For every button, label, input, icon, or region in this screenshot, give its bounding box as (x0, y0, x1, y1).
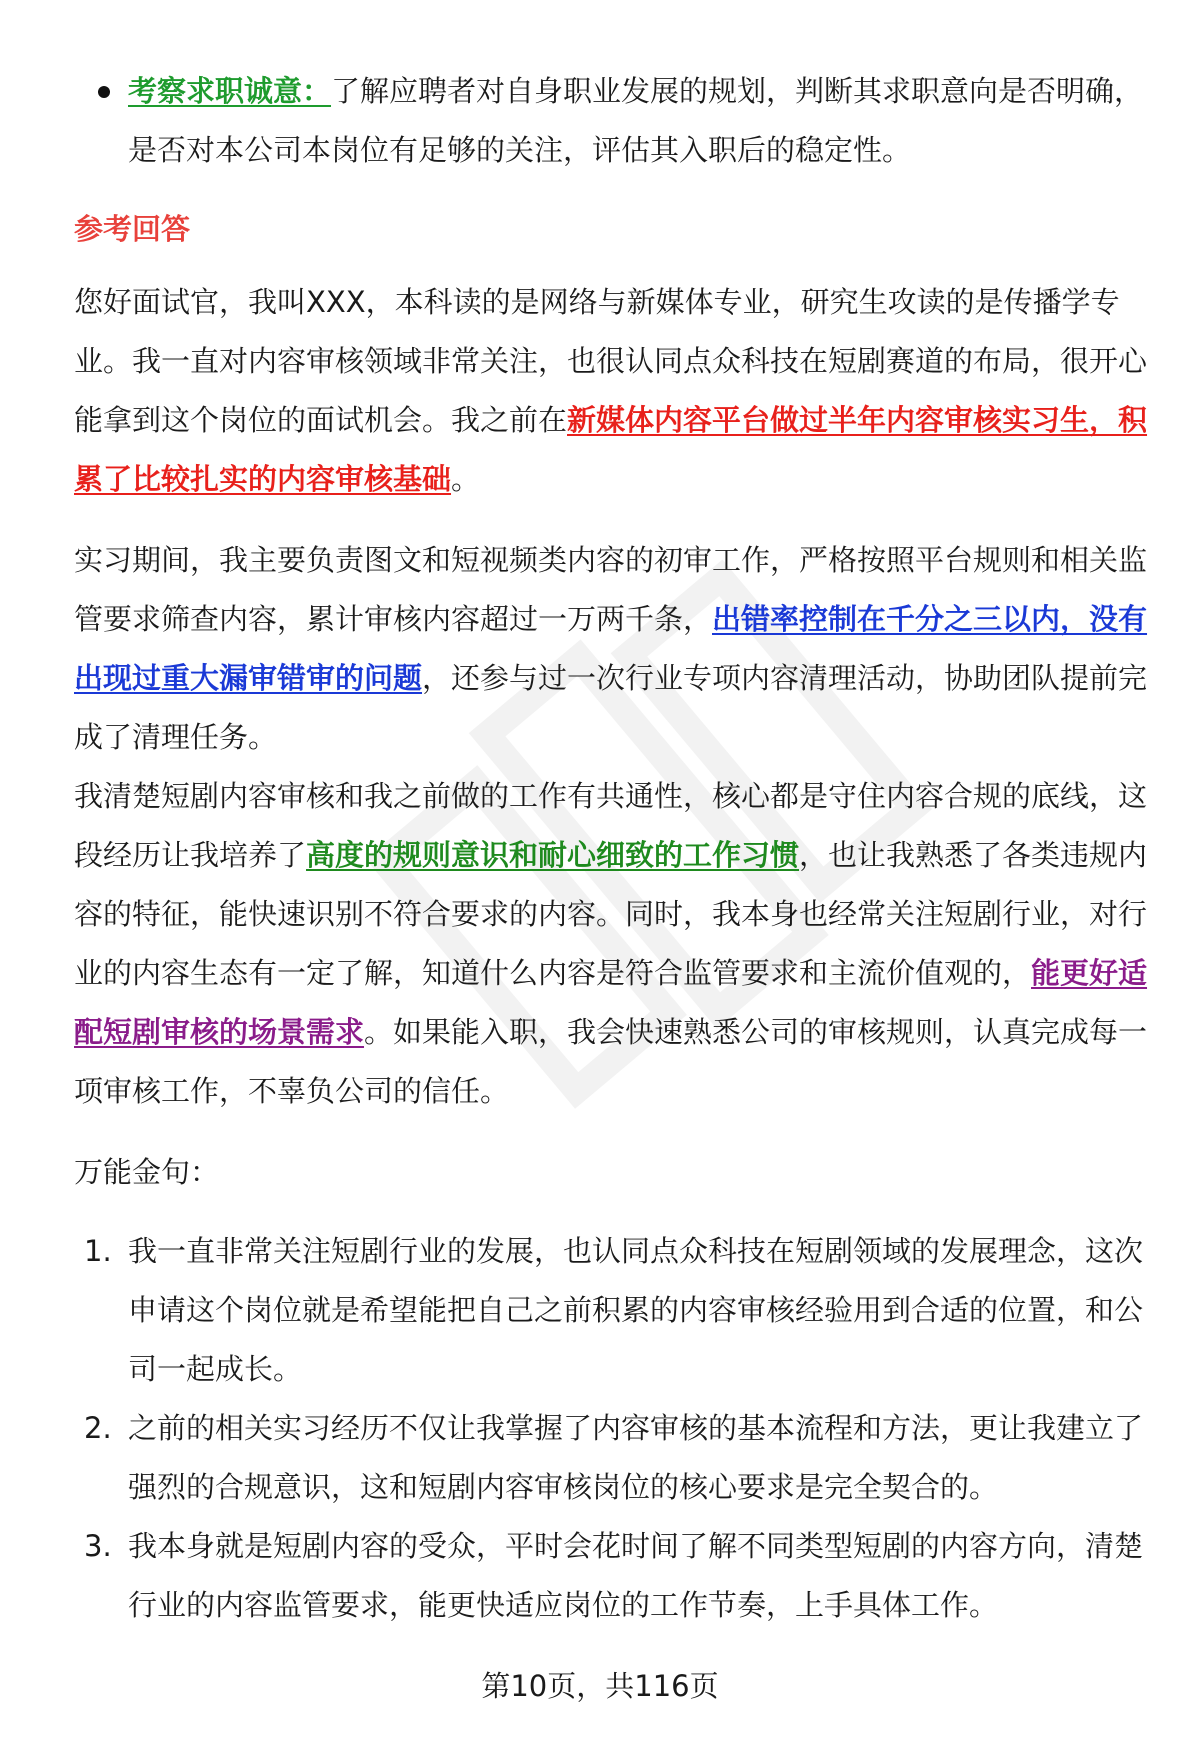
para3-highlight-2: 能更好适配短剧审核的场景需求 (74, 956, 1148, 1049)
para2-text-post: ，还参与过一次行业专项内容清理活动，协助团队提前完成了清理任务。 (74, 661, 1148, 754)
main-content (74, 62, 1150, 1635)
golden-sentences-label: 万能金句： (74, 1155, 220, 1189)
para3-text-mid: ，也让我熟悉了各类违规内容的特征，能快速识别不符合要求的内容。同时，我本身也经常关注短剧行业，对行业的内容生态有一定了解，知道什么内容是符合监管要求和主流价值观的， (74, 838, 1148, 990)
para3-text-pre: 我清楚短剧内容审核和我之前做的工作有共通性，核心都是守住内容合规的底线，这段经历让我培养了 (74, 779, 1148, 872)
list-item-text: 之前的相关实习经历不仅让我掌握了内容审核的基本流程和方法，更让我建立了强烈的合规意识，这和短剧内容审核岗位的核心要求是完全契合的。 (128, 1411, 1144, 1504)
para3-highlight-1: 高度的规则意识和耐心细致的工作习惯 (306, 838, 800, 872)
reference-answer-heading: 参考回答 (74, 212, 191, 246)
para1-text-post: 。 (451, 462, 481, 496)
page-number-footer: 第10页，共116页 (481, 1669, 719, 1703)
list-item-text: 我一直非常关注短剧行业的发展，也认同点众科技在短剧领域的发展理念，这次申请这个岗位就是希望能把自己之前积累的内容审核经验用到合适的位置，和公司一起成长。 (128, 1234, 1144, 1386)
list-item-number: 2. (84, 1411, 112, 1445)
para2-highlight: 出错率控制在千分之三以内，没有出现过重大漏审错审的问题 (74, 602, 1148, 695)
bullet-dot-icon (98, 86, 110, 98)
bullet-item (74, 62, 1150, 180)
list-item (74, 1399, 1150, 1517)
para2-text-pre: 实习期间，我主要负责图文和短视频类内容的初审工作，严格按照平台规则和相关监管要求筛查内容，累计审核内容超过一万两千条， (74, 543, 1148, 636)
golden-sentences-list (74, 1222, 1150, 1635)
answer-paragraph-1 (74, 273, 1150, 509)
para3-text-post: 。如果能入职，我会快速熟悉公司的审核规则，认真完成每一项审核工作，不辜负公司的信任。 (74, 1015, 1148, 1108)
bullet-text: 了解应聘者对自身职业发展的规划，判断其求职意向是否明确，是否对本公司本岗位有足够的关注，评估其入职后的稳定性。 (128, 74, 1144, 167)
answer-paragraph-3 (74, 767, 1150, 1121)
para1-highlight: 新媒体内容平台做过半年内容审核实习生，积累了比较扎实的内容审核基础 (74, 403, 1148, 496)
answer-paragraph-2 (74, 531, 1150, 767)
bullet-label: 考察求职诚意： (128, 74, 332, 108)
list-item-number: 1. (84, 1234, 112, 1268)
para1-text-pre: 您好面试官，我叫XXX，本科读的是网络与新媒体专业，研究生攻读的是传播学专业。我一直对内容审核领域非常关注，也很认同点众科技在短剧赛道的布局，很开心能拿到这个岗位的面试机会。我之前在 (74, 285, 1148, 437)
list-item-text: 我本身就是短剧内容的受众，平时会花时间了解不同类型短剧的内容方向，清楚行业的内容监管要求，能更快适应岗位的工作节奏，上手具体工作。 (128, 1529, 1144, 1622)
list-item-number: 3. (84, 1529, 112, 1563)
list-item (74, 1222, 1150, 1399)
list-item (74, 1517, 1150, 1635)
